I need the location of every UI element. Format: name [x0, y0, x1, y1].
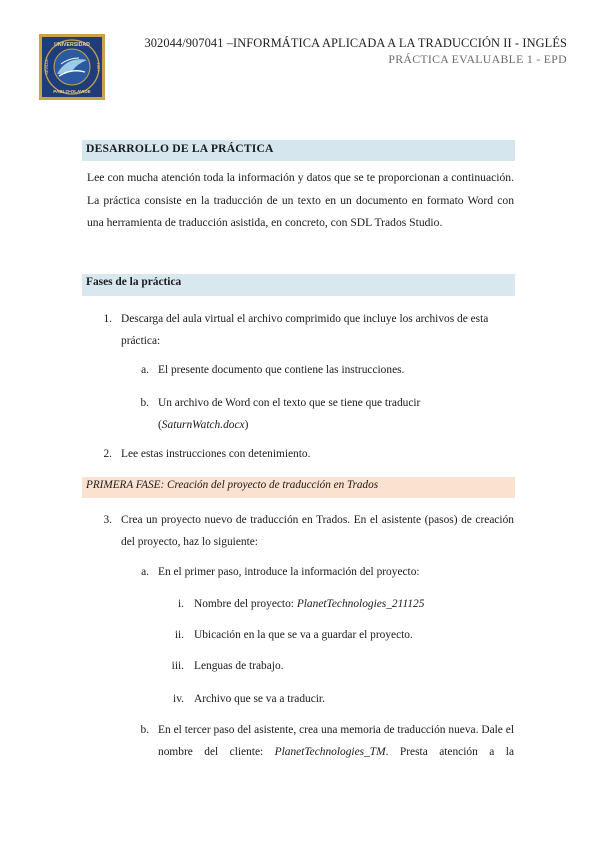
- project-name-value: PlanetTechnologies_211125: [296, 598, 425, 610]
- document-subtitle: PRÁCTICA EVALUABLE 1 - EPD: [388, 52, 567, 66]
- list-number-3: 3.: [103, 514, 112, 526]
- roman-label-i: i.: [177, 598, 184, 610]
- roman-item-i-text: Nombre del proyecto:: [194, 598, 297, 610]
- course-title: 302044/907041 –INFORMÁTICA APLICADA A LA TRADUCCIÓN II - INGLÉS: [144, 36, 567, 50]
- first-phase-rest: : Creación del proyecto de traducción en Trados: [160, 479, 379, 491]
- section-title-development: DESARROLLO DE LA PRÁCTICA: [82, 140, 515, 161]
- list-sub-item-3b-text: En el tercer paso del asistente, crea una memoria de traducción nueva. Dale el nombre del cliente:: [158, 724, 514, 758]
- roman-item-iii: Lenguas de trabajo.: [194, 660, 284, 672]
- list-sub-item-1b-text: Un archivo de Word con el texto que se tiene que traducir (: [158, 397, 421, 431]
- list-sub-item-3b-rest: . Presta atención a la: [385, 746, 515, 758]
- roman-label-ii: ii.: [174, 629, 184, 641]
- filename-saturnwatch: SaturnWatch.docx: [161, 419, 245, 431]
- logo-left-text: SEVILLA: [45, 59, 49, 75]
- list-sub-item-3b: [158, 719, 514, 763]
- roman-item-ii: Ubicación en la que se va a guardar el proyecto.: [194, 629, 413, 641]
- list-sub-label-1a: a.: [141, 364, 149, 376]
- list-sub-label-1b: b.: [140, 397, 149, 409]
- roman-label-iii: iii.: [171, 660, 184, 672]
- first-phase-prefix: PRIMERA FASE: [86, 479, 161, 491]
- roman-label-iv: iv.: [173, 693, 184, 705]
- university-seal-icon: [39, 34, 105, 100]
- logo-right-text: 1997: [96, 62, 101, 72]
- university-logo: [39, 34, 105, 100]
- section-title-phases: Fases de la práctica: [82, 274, 515, 296]
- list-sub-item-1a: El presente documento que contiene las instrucciones.: [158, 364, 405, 376]
- client-tm-name: PlanetTechnologies_TM: [274, 746, 386, 758]
- list-item-3-text: Crea un proyecto nuevo de traducción en Trados. En el asistente (pasos) de creación del proyecto, haz lo siguiente:: [121, 514, 514, 548]
- logo-top-text: UNIVERSIDAD: [54, 42, 90, 48]
- list-item-2-text: Lee estas instrucciones con detenimiento.: [121, 448, 311, 460]
- list-sub-label-3a: a.: [141, 566, 149, 578]
- list-sub-item-1b-close: ): [244, 419, 249, 431]
- list-item-1-text: Descarga del aula virtual el archivo comprimido que incluye los archivos de esta práctica:: [121, 313, 489, 347]
- roman-item-i: [194, 593, 494, 615]
- logo-bottom-text: PABLO•OLAVIDE: [53, 89, 91, 94]
- list-sub-label-3b: b.: [140, 724, 149, 736]
- list-sub-item-3a: En el primer paso, introduce la información del proyecto:: [158, 566, 420, 578]
- intro-paragraph: Lee con mucha atención toda la información y datos que se te proporcionan a continuación. La práctica consiste en la traducción de un texto en un documento en formato Word con una herramienta de traducción asistida, en concreto, con SDL Trados Studio.: [87, 171, 514, 229]
- section-title-first-phase: [82, 477, 515, 498]
- list-number-1: 1.: [103, 313, 112, 325]
- list-number-2: 2.: [103, 448, 112, 460]
- roman-item-iv: Archivo que se va a traducir.: [194, 693, 325, 705]
- list-sub-item-1b: [158, 392, 458, 436]
